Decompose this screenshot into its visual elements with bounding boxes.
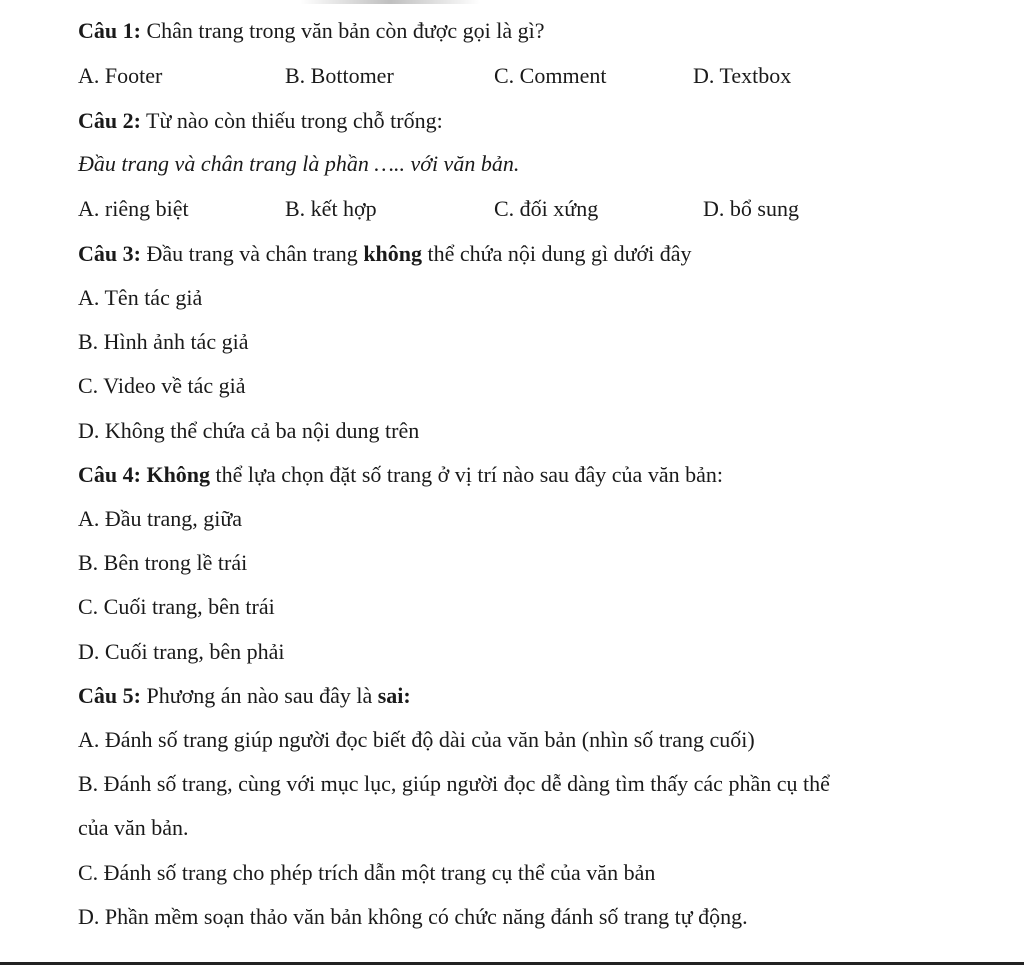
question-text: Từ nào còn thiếu trong chỗ trống: (140, 108, 443, 133)
question-2 (78, 108, 443, 134)
q1-option-c: C. Comment (494, 63, 607, 88)
bottom-divider (0, 962, 1024, 965)
q2-option-b: B. kết hợp (285, 196, 377, 221)
question-label: Câu 1: (78, 18, 141, 43)
question-label: Câu 2: (78, 108, 141, 133)
scan-artifact (300, 0, 480, 4)
question-4 (78, 462, 723, 488)
q4-option-a: A. Đầu trang, giữa (78, 506, 243, 531)
q2-sentence: Đầu trang và chân trang là phần ….. với văn bản. (78, 151, 520, 176)
q2-option-a: A. riêng biệt (78, 196, 189, 221)
question-text-part: Đầu trang và chân trang (140, 241, 364, 266)
question-3 (78, 241, 692, 267)
q3-option-b: B. Hình ảnh tác giả (78, 329, 249, 354)
q5-option-c: C. Đánh số trang cho phép trích dẫn một trang cụ thể của văn bản (78, 860, 656, 885)
question-5 (78, 683, 411, 709)
q4-option-b: B. Bên trong lề trái (78, 550, 248, 575)
q5-option-d: D. Phần mềm soạn thảo văn bản không có chức năng đánh số trang tự động. (78, 904, 748, 929)
question-text-part: Phương án nào sau đây là (140, 683, 378, 708)
q5-option-a: A. Đánh số trang giúp người đọc biết độ dài của văn bản (nhìn số trang cuối) (78, 727, 755, 752)
question-emphasis: Không (140, 462, 211, 487)
question-emphasis: sai: (377, 683, 411, 708)
q4-option-d: D. Cuối trang, bên phải (78, 639, 285, 664)
question-text-part: thể lựa chọn đặt số trang ở vị trí nào sau đây của văn bản: (210, 462, 723, 487)
q2-option-c: C. đối xứng (494, 196, 599, 221)
question-text-part: thể chứa nội dung gì dưới đây (422, 241, 692, 266)
q3-option-c: C. Video về tác giả (78, 373, 246, 398)
question-label: Câu 4: (78, 462, 141, 487)
q3-option-d: D. Không thể chứa cả ba nội dung trên (78, 418, 420, 443)
q1-option-a: A. Footer (78, 63, 163, 88)
question-emphasis: không (363, 241, 423, 266)
q5-option-b-line-2: của văn bản. (78, 815, 189, 840)
q4-option-c: C. Cuối trang, bên trái (78, 594, 275, 619)
q1-option-b: B. Bottomer (285, 63, 394, 88)
question-1 (78, 18, 545, 44)
question-label: Câu 5: (78, 683, 141, 708)
q2-option-d: D. bổ sung (703, 196, 799, 221)
q3-option-a: A. Tên tác giả (78, 285, 203, 310)
q1-option-d: D. Textbox (693, 63, 792, 88)
question-label: Câu 3: (78, 241, 141, 266)
q5-option-b-line-1: B. Đánh số trang, cùng với mục lục, giúp người đọc dễ dàng tìm thấy các phần cụ thể (78, 771, 830, 796)
question-text: Chân trang trong văn bản còn được gọi là gì? (140, 18, 545, 43)
